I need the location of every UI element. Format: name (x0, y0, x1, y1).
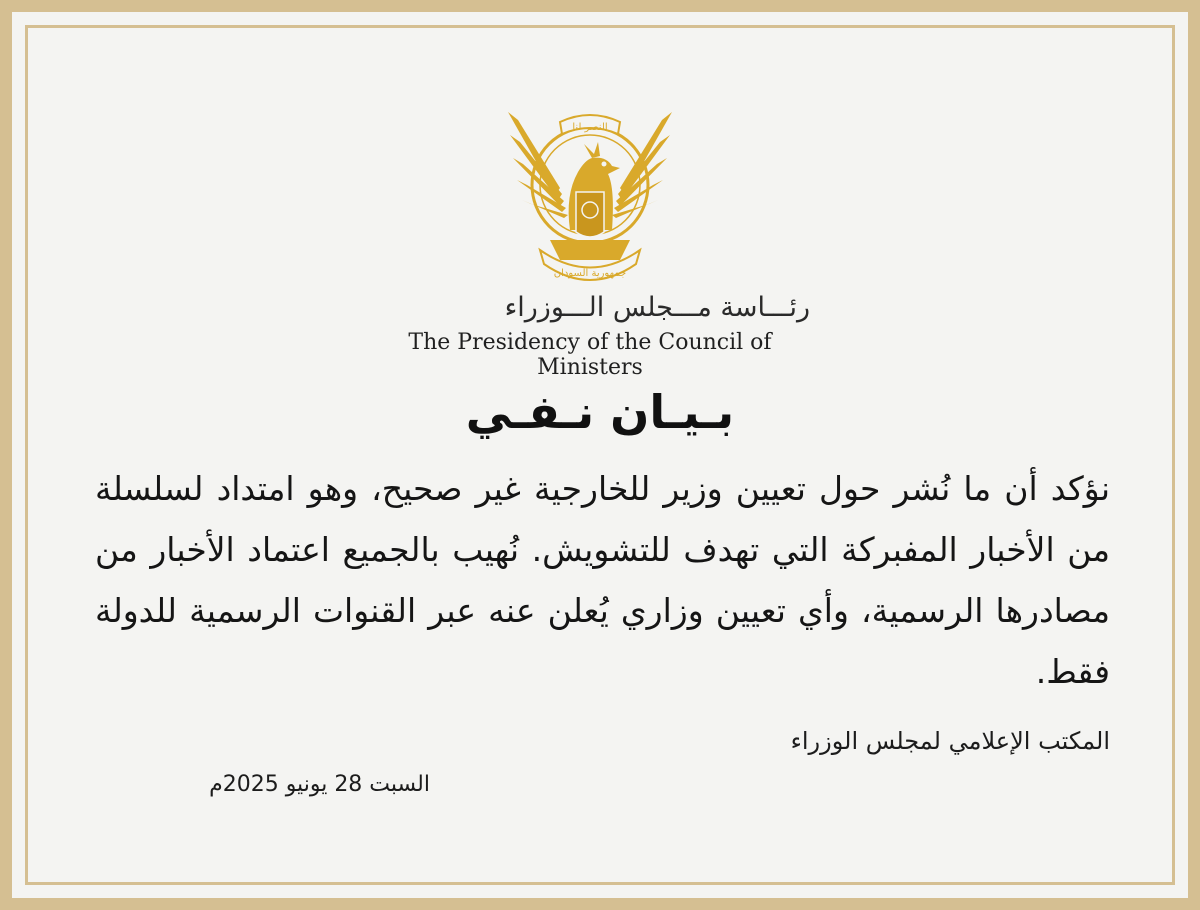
organization-name-arabic: رئـــاسة مـــجلس الـــوزراء (504, 292, 810, 323)
statement-title: بـيـان نـفـي (465, 385, 735, 439)
emblem-banner-text: النصر لنا (572, 122, 608, 133)
statement-signature: المكتب الإعلامي لمجلس الوزراء (790, 727, 1110, 755)
sudan-coat-of-arms-icon (500, 100, 680, 290)
statement-body: نؤكد أن ما نُشر حول تعيين وزير للخارجية غير صحيح، وهو امتداد لسلسلة من الأخبار المفبركة التي تهدف للتشويش. نُهيب بالجميع اعتماد الأخبار من مصادرها الرسمية، وأي تعيين وزاري يُعلن عنه عبر القنوات الرسمية للدولة فقط. (95, 469, 1110, 691)
emblem-scroll-text: جمهورية السودان (553, 268, 627, 279)
statement-date: السبت 28 يونيو 2025م (209, 772, 430, 797)
organization-name-english: The Presidency of the Council of Ministers (408, 330, 772, 380)
